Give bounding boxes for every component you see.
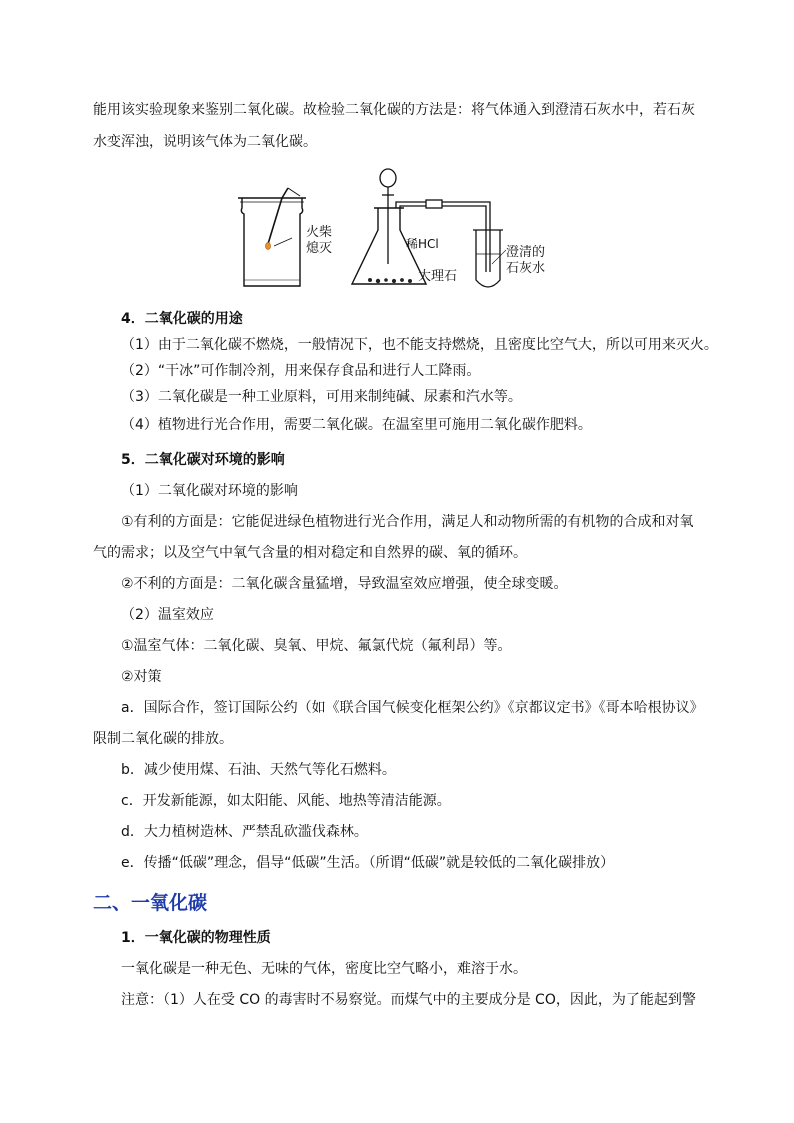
separatory-funnel — [380, 169, 396, 264]
paragraph-line: ①温室气体：二氧化碳、臭氧、甲烷、氟氯代烷（氟利昂）等。 — [121, 638, 512, 654]
paragraph-line: （4）植物进行光合作用，需要二氧化碳。在温室里可施用二氧化碳作肥料。 — [121, 417, 592, 433]
gas-jar — [238, 198, 306, 286]
limewater-label: 澄清的 — [506, 245, 546, 260]
section-heading: 4．二氧化碳的用途 — [121, 311, 243, 327]
paragraph-line: e．传播“低碳”理念，倡导“低碳”生活。（所谓“低碳”就是较低的二氧化碳排放） — [121, 855, 615, 871]
paragraph-line: （2）“干冰”可作制冷剂，用来保存食品和进行人工降雨。 — [121, 363, 481, 379]
paragraph-line: （1）由于二氧化碳不燃烧，一般情况下，也不能支持燃烧，且密度比空气大，所以可用来灭火。 — [121, 337, 718, 353]
paragraph-line: 注意：（1）人在受 CO 的毒害时不易察觉。而煤气中的主要成分是 CO，因此，为了能起到警 — [121, 992, 696, 1008]
marble-label: 大理石 — [418, 269, 458, 284]
section-heading: 1．一氧化碳的物理性质 — [121, 930, 271, 946]
paragraph-line: ①有利的方面是：它能促进绿色植物进行光合作用，满足人和动物所需的有机物的合成和对氧 — [121, 514, 694, 530]
paragraph-line: b．减少使用煤、石油、天然气等化石燃料。 — [121, 762, 396, 778]
acid-label: 稀HCl — [406, 237, 439, 251]
paragraph-line: 能用该实验现象来鉴别二氧化碳。故检验二氧化碳的方法是：将气体通入到澄清石灰水中，若石灰 — [93, 102, 695, 118]
paragraph-line: （3）二氧化碳是一种工业原料，可用来制纯碱、尿素和汽水等。 — [121, 389, 522, 405]
chapter-heading: 二、一氧化碳 — [93, 892, 208, 914]
paragraph-line: 水变浑浊，说明该气体为二氧化碳。 — [93, 134, 317, 150]
paragraph-line: d．大力植树造林、严禁乱砍滥伐森林。 — [121, 824, 368, 840]
test-tube — [473, 230, 503, 287]
paragraph-line: a．国际合作，签订国际公约（如《联合国气候变化框架公约》《京都议定书》《哥本哈根协议》 — [121, 700, 704, 716]
paragraph-line: 限制二氧化碳的排放。 — [93, 731, 233, 747]
section-heading: 5．二氧化碳对环境的影响 — [121, 452, 285, 468]
paragraph-line: 一氧化碳是一种无色、无味的气体，密度比空气略小，难溶于水。 — [121, 961, 527, 977]
burning-match-icon — [265, 188, 300, 249]
match-label: 火柴 — [306, 225, 333, 240]
limewater-label: 石灰水 — [506, 261, 546, 276]
marble-chips — [368, 278, 412, 283]
match-label: 熄灭 — [306, 241, 333, 256]
paragraph-line: 气的需求；以及空气中氧气含量的相对稳定和自然界的碳、氧的循环。 — [93, 545, 527, 561]
paragraph-line: （1）二氧化碳对环境的影响 — [121, 483, 298, 499]
paragraph-line: ②对策 — [121, 669, 162, 685]
paragraph-line: （2）温室效应 — [121, 607, 214, 623]
co2-experiment-figure — [230, 168, 550, 298]
paragraph-line: ②不利的方面是：二氧化碳含量猛增，导致温室效应增强，使全球变暖。 — [121, 576, 568, 592]
paragraph-line: c．开发新能源，如太阳能、风能、地热等清洁能源。 — [121, 793, 451, 809]
